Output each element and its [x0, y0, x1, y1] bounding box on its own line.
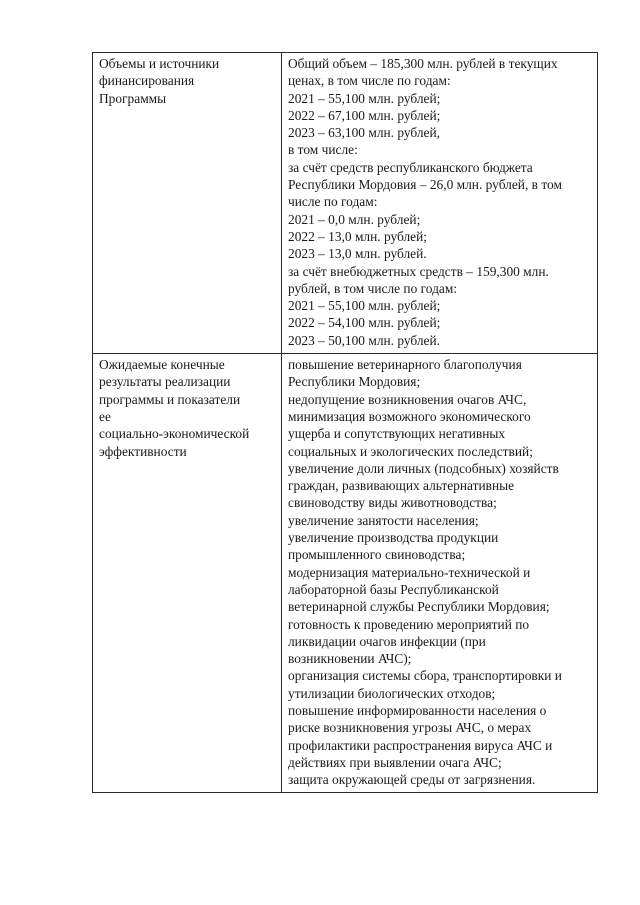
row-content-results: [282, 354, 598, 793]
content-line: лабораторной базы Республиканской: [288, 581, 499, 597]
content-line: 2021 – 0,0 млн. рублей;: [288, 211, 421, 227]
label-line: социально-экономической: [99, 426, 250, 442]
content-line: 2021 – 55,100 млн. рублей;: [288, 90, 441, 106]
content-line: защита окружающей среды от загрязнения.: [288, 772, 536, 788]
content-line: Республики Мордовия;: [288, 374, 421, 390]
content-line: минимизация возможного экономического: [288, 408, 531, 424]
label-line: Объемы и источники: [99, 56, 220, 71]
content-line: за счёт средств республиканского бюджета: [288, 159, 533, 175]
content-line: Общий объем – 185,300 млн. рублей в текущих: [288, 56, 558, 71]
content-line: 2023 – 63,100 млн. рублей,: [288, 125, 441, 141]
content-line: 2022 – 54,100 млн. рублей;: [288, 315, 441, 331]
content-line: ущерба и сопутствующих негативных: [288, 426, 506, 442]
content-line: ветеринарной службы Республики Мордовия;: [288, 599, 550, 615]
content-line: 2023 – 13,0 млн. рублей.: [288, 246, 427, 262]
label-line: Программы: [99, 90, 167, 106]
table-row-results: [93, 354, 598, 793]
label-line: результаты реализации: [99, 374, 231, 390]
content-line: увеличение производства продукции: [288, 530, 499, 546]
row-label-financing: [93, 53, 282, 354]
content-line: в том числе:: [288, 142, 358, 158]
content-line: граждан, развивающих альтернативные: [288, 478, 515, 494]
content-line: модернизация материально-технической и: [288, 564, 531, 580]
content-line: повышение ветеринарного благополучия: [288, 357, 522, 373]
content-line: числе по годам:: [288, 194, 378, 210]
table-row-financing: [93, 53, 598, 354]
content-line: 2021 – 55,100 млн. рублей;: [288, 298, 441, 314]
content-line: недопущение возникновения очагов АЧС,: [288, 391, 527, 407]
content-line: свиноводству виды животноводства;: [288, 495, 497, 511]
content-line: увеличение доли личных (подсобных) хозяйств: [288, 460, 559, 476]
content-line: ценах, в том числе по годам:: [288, 73, 451, 89]
content-line: утилизации биологических отходов;: [288, 685, 496, 701]
label-line: эффективности: [99, 443, 187, 459]
program-passport-table: [92, 52, 598, 793]
label-line: финансирования: [99, 73, 195, 89]
label-line: программы и показатели: [99, 391, 241, 407]
content-line: профилактики распространения вируса АЧС и: [288, 737, 553, 753]
content-line: 2023 – 50,100 млн. рублей.: [288, 332, 441, 348]
content-line: возникновении АЧС);: [288, 651, 412, 667]
content-line: Республики Мордовия – 26,0 млн. рублей, в том: [288, 177, 562, 193]
row-content-financing: [282, 53, 598, 354]
content-line: социальных и экологических последствий;: [288, 443, 533, 459]
content-line: за счёт внебюджетных средств – 159,300 млн.: [288, 263, 549, 279]
content-line: организация системы сбора, транспортировки и: [288, 668, 562, 684]
content-line: 2022 – 13,0 млн. рублей;: [288, 228, 427, 244]
row-label-results: [93, 354, 282, 793]
content-line: риске возникновения угрозы АЧС, о мерах: [288, 720, 532, 736]
content-line: увеличение занятости населения;: [288, 512, 479, 528]
label-line: ее: [99, 408, 111, 424]
content-line: промышленного свиноводства;: [288, 547, 466, 563]
content-line: 2022 – 67,100 млн. рублей;: [288, 107, 441, 123]
content-line: рублей, в том числе по годам:: [288, 280, 458, 296]
content-line: готовность к проведению мероприятий по: [288, 616, 530, 632]
content-line: действиях при выявлении очага АЧС;: [288, 754, 502, 770]
content-line: повышение информированности населения о: [288, 702, 547, 718]
label-line: Ожидаемые конечные: [99, 357, 225, 373]
content-line: ликвидации очагов инфекции (при: [288, 633, 486, 649]
